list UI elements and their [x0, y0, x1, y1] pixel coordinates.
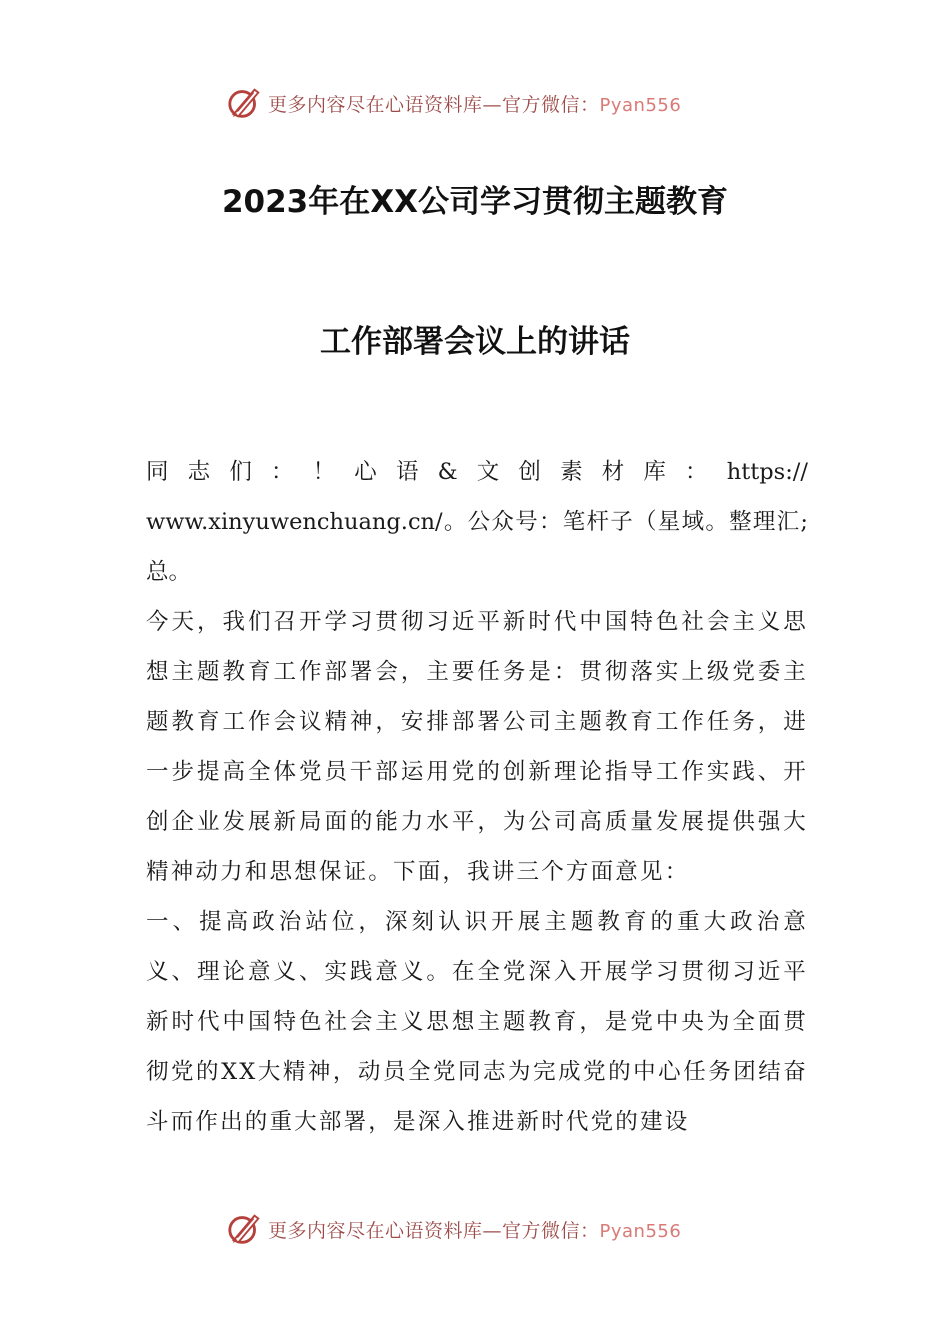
paragraph: 一、提高政治站位，深刻认识开展主题教育的重大政治意义、理论意义、实践意义。在全党深入开展学习贯彻习近平新时代中国特色社会主义思想主题教育，是党中央为全面贯彻党的XX大精神，动员全党同志为完成党的中心任务团结奋斗而作出的重大部署，是深入推进新时代党的建设 — [146, 909, 808, 1135]
greeting-continuation: www.xinyuwenchuang.cn/。公众号：笔杆子（星域。整理汇;总。 — [146, 509, 808, 585]
greeting-url-start: https:// — [726, 459, 808, 485]
greeting-char: & — [437, 459, 458, 485]
greeting-char: ： — [270, 459, 294, 485]
watermark-label: 更多内容尽在心语资料库—官方微信： — [268, 1220, 600, 1242]
greeting-char: 库 — [643, 459, 666, 485]
watermark-banner-top — [0, 82, 950, 126]
greeting-char: ： — [685, 459, 708, 485]
greeting-first-line — [146, 447, 808, 497]
greeting-char: 文 — [476, 459, 500, 485]
watermark-label: 更多内容尽在心语资料库—官方微信： — [268, 94, 600, 116]
greeting-char: 创 — [518, 459, 541, 485]
document-title-line-1: 2023年在XX公司学习贯彻主题教育 — [221, 184, 729, 220]
quill-logo-icon — [226, 84, 264, 122]
watermark-text — [268, 90, 681, 117]
greeting-char: 们 — [229, 459, 252, 485]
greeting-char: 语 — [395, 459, 419, 485]
greeting-char: 素 — [560, 459, 583, 485]
paragraph: 今天，我们召开学习贯彻习近平新时代中国特色社会主义思想主题教育工作部署会，主要任务是：贯彻落实上级党委主题教育工作会议精神，安排部署公司主题教育工作任务，进一步提高全体党员干部运用党的创新理论指导工作实践、开创企业发展新局面的能力水平，为公司高质量发展提供强大精神动力和思想保证。下面，我讲三个方面意见： — [146, 609, 808, 885]
watermark-text — [268, 1216, 681, 1243]
greeting-char: 志 — [187, 459, 211, 485]
greeting-char: 心 — [354, 459, 377, 485]
greeting-char: 材 — [601, 459, 625, 485]
watermark-contact: Pyan556 — [599, 1221, 682, 1242]
greeting-char: ！ — [312, 459, 336, 485]
greeting-char: 同 — [146, 459, 169, 485]
watermark-banner-bottom — [0, 1208, 950, 1252]
document-body — [146, 447, 808, 1147]
document-title-line-2: 工作部署会议上的讲话 — [320, 324, 630, 360]
quill-logo-icon — [226, 1210, 264, 1248]
watermark-contact: Pyan556 — [599, 95, 682, 116]
